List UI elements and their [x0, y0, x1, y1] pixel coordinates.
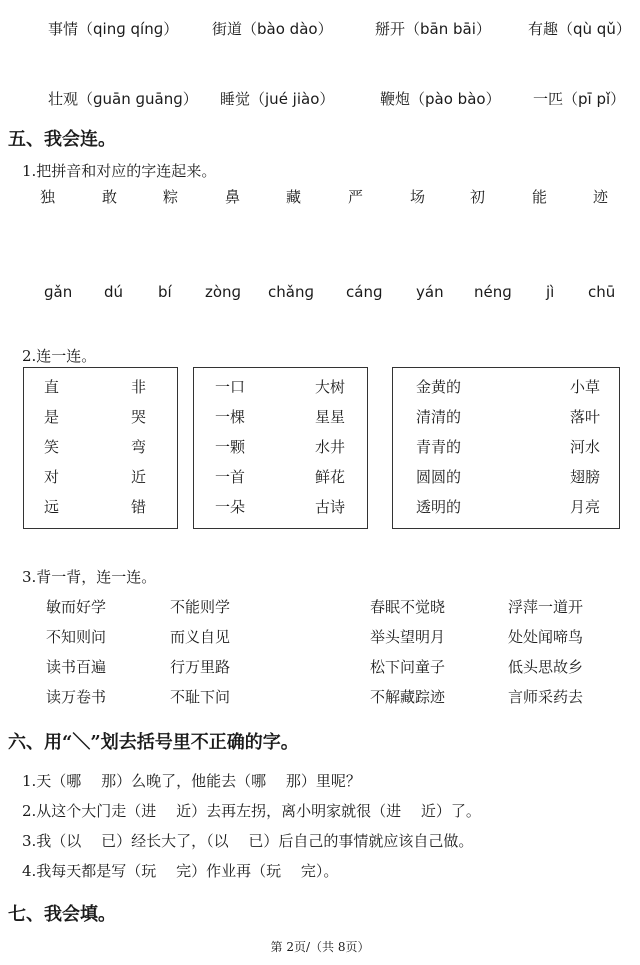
section5-title: 五、我会连。	[8, 129, 116, 150]
choice-word: 掰开	[375, 20, 406, 38]
choice-word: 一匹	[533, 90, 564, 108]
box1-left-item: 对	[44, 468, 60, 486]
box2-left-item: 一首	[215, 468, 246, 486]
character: 粽	[163, 188, 179, 206]
poem-phrase: 不耻下问	[170, 688, 231, 706]
pinyin: dú	[104, 283, 124, 301]
pinyin: chǎnɡ	[268, 283, 314, 301]
choice-word: 街道	[212, 20, 243, 38]
pinyin: bí	[158, 283, 172, 301]
box2-left-item: 一口	[215, 378, 246, 396]
pinyin: jì	[546, 283, 555, 301]
exercise-line: 4.我每天都是写（玩 完）作业再（玩 完）。	[22, 862, 339, 880]
box3-left-item: 青青的	[416, 438, 462, 456]
pinyin: yán	[416, 283, 444, 301]
box1-left-item: 直	[44, 378, 60, 396]
poem-phrase: 浮萍一道开	[508, 598, 584, 616]
poem-phrase: 低头思故乡	[508, 658, 584, 676]
poem-phrase: 春眠不觉晓	[370, 598, 446, 616]
poem-phrase: 行万里路	[170, 658, 231, 676]
poem-phrase: 不能则学	[170, 598, 231, 616]
character: 严	[348, 188, 364, 206]
pinyin: ɡǎn	[44, 283, 73, 301]
choice-item	[375, 18, 491, 39]
poem-phrase: 读书百遍	[46, 658, 107, 676]
choice-item	[533, 88, 625, 109]
section7-title: 七、我会填。	[8, 904, 116, 925]
poem-phrase: 言师采药去	[508, 688, 584, 706]
box3-left-item: 清清的	[416, 408, 462, 426]
choice-item	[528, 18, 631, 39]
box2-right-item: 大树	[315, 378, 346, 396]
page-footer: 第 2页/（共 8页）	[270, 940, 370, 954]
choice-pinyin: （bào dào）	[242, 20, 333, 38]
character: 初	[470, 188, 486, 206]
box2-right-item: 古诗	[315, 498, 346, 516]
box2-right-item: 水井	[315, 438, 346, 456]
choice-pinyin: （qinɡ qínɡ）	[78, 20, 179, 38]
box1-right-item: 近	[131, 468, 147, 486]
choice-pinyin: （bān bāi）	[405, 20, 491, 38]
exercise-line: 2.从这个大门走（进 近）去再左拐，离小明家就很（进 近）了。	[22, 802, 481, 820]
poem-phrase: 而义自见	[170, 628, 231, 646]
box1-right-item: 哭	[131, 408, 147, 426]
choice-pinyin: （qù qǔ）	[558, 20, 631, 38]
character: 能	[532, 188, 548, 206]
choice-pinyin: （jué jiào）	[250, 90, 335, 108]
character: 鼻	[225, 188, 241, 206]
box3-left-item: 圆圆的	[416, 468, 462, 486]
matching-box-1	[23, 367, 178, 529]
pinyin: cánɡ	[346, 283, 383, 301]
poem-phrase: 不解藏踪迹	[370, 688, 446, 706]
exercise-line: 1.天（哪 那）么晚了，他能去（哪 那）里呢？	[22, 772, 361, 790]
choice-pinyin: （pī pǐ）	[563, 90, 626, 108]
box2-left-item: 一朵	[215, 498, 246, 516]
poem-phrase: 松下问童子	[370, 658, 446, 676]
poem-phrase: 不知则问	[46, 628, 107, 646]
character: 敢	[102, 188, 118, 206]
box2-right-item: 星星	[315, 408, 346, 426]
choice-item	[48, 88, 198, 109]
box3-right-item: 河水	[570, 438, 601, 456]
matching-box-3	[392, 367, 620, 529]
choice-word: 鞭炮	[380, 90, 411, 108]
section6-title: 六、用“＼”划去括号里不正确的字。	[8, 732, 299, 753]
choice-pinyin: （pào bào）	[410, 90, 501, 108]
choice-item	[380, 88, 501, 109]
question-1-prompt: 1.把拼音和对应的字连起来。	[22, 162, 217, 180]
question-3-prompt: 3.背一背，连一连。	[22, 568, 157, 586]
box3-right-item: 翅膀	[570, 468, 601, 486]
box3-right-item: 落叶	[570, 408, 601, 426]
pinyin: chū	[588, 283, 616, 301]
poem-phrase: 读万卷书	[46, 688, 107, 706]
box3-right-item: 小草	[570, 378, 601, 396]
choice-item	[220, 88, 334, 109]
box1-left-item: 笑	[44, 438, 60, 456]
choice-item	[48, 18, 178, 39]
character: 独	[40, 188, 56, 206]
choice-pinyin: （ɡuān ɡuānɡ）	[78, 90, 198, 108]
choice-word: 事情	[48, 20, 79, 38]
choice-word: 壮观	[48, 90, 79, 108]
box1-left-item: 是	[44, 408, 60, 426]
box3-left-item: 金黄的	[416, 378, 462, 396]
character: 藏	[286, 188, 302, 206]
matching-box-2	[193, 367, 368, 529]
poem-phrase: 处处闻啼鸟	[508, 628, 584, 646]
question-2-prompt: 2.连一连。	[22, 347, 97, 365]
pinyin: nénɡ	[474, 283, 512, 301]
box2-right-item: 鲜花	[315, 468, 346, 486]
character: 场	[410, 188, 426, 206]
box3-left-item: 透明的	[416, 498, 462, 516]
box2-left-item: 一棵	[215, 408, 246, 426]
box1-right-item: 错	[131, 498, 147, 516]
choice-item	[212, 18, 333, 39]
box3-right-item: 月亮	[570, 498, 601, 516]
box1-left-item: 远	[44, 498, 60, 516]
exercise-line: 3.我（以 已）经长大了，（以 已）后自己的事情就应该自己做。	[22, 832, 474, 850]
poem-phrase: 举头望明月	[370, 628, 446, 646]
poem-phrase: 敏而好学	[46, 598, 107, 616]
choice-word: 睡觉	[220, 90, 251, 108]
character: 迹	[593, 188, 609, 206]
box2-left-item: 一颗	[215, 438, 246, 456]
choice-word: 有趣	[528, 20, 559, 38]
box1-right-item: 弯	[131, 438, 147, 456]
box1-right-item: 非	[131, 378, 147, 396]
pinyin: zònɡ	[205, 283, 242, 301]
